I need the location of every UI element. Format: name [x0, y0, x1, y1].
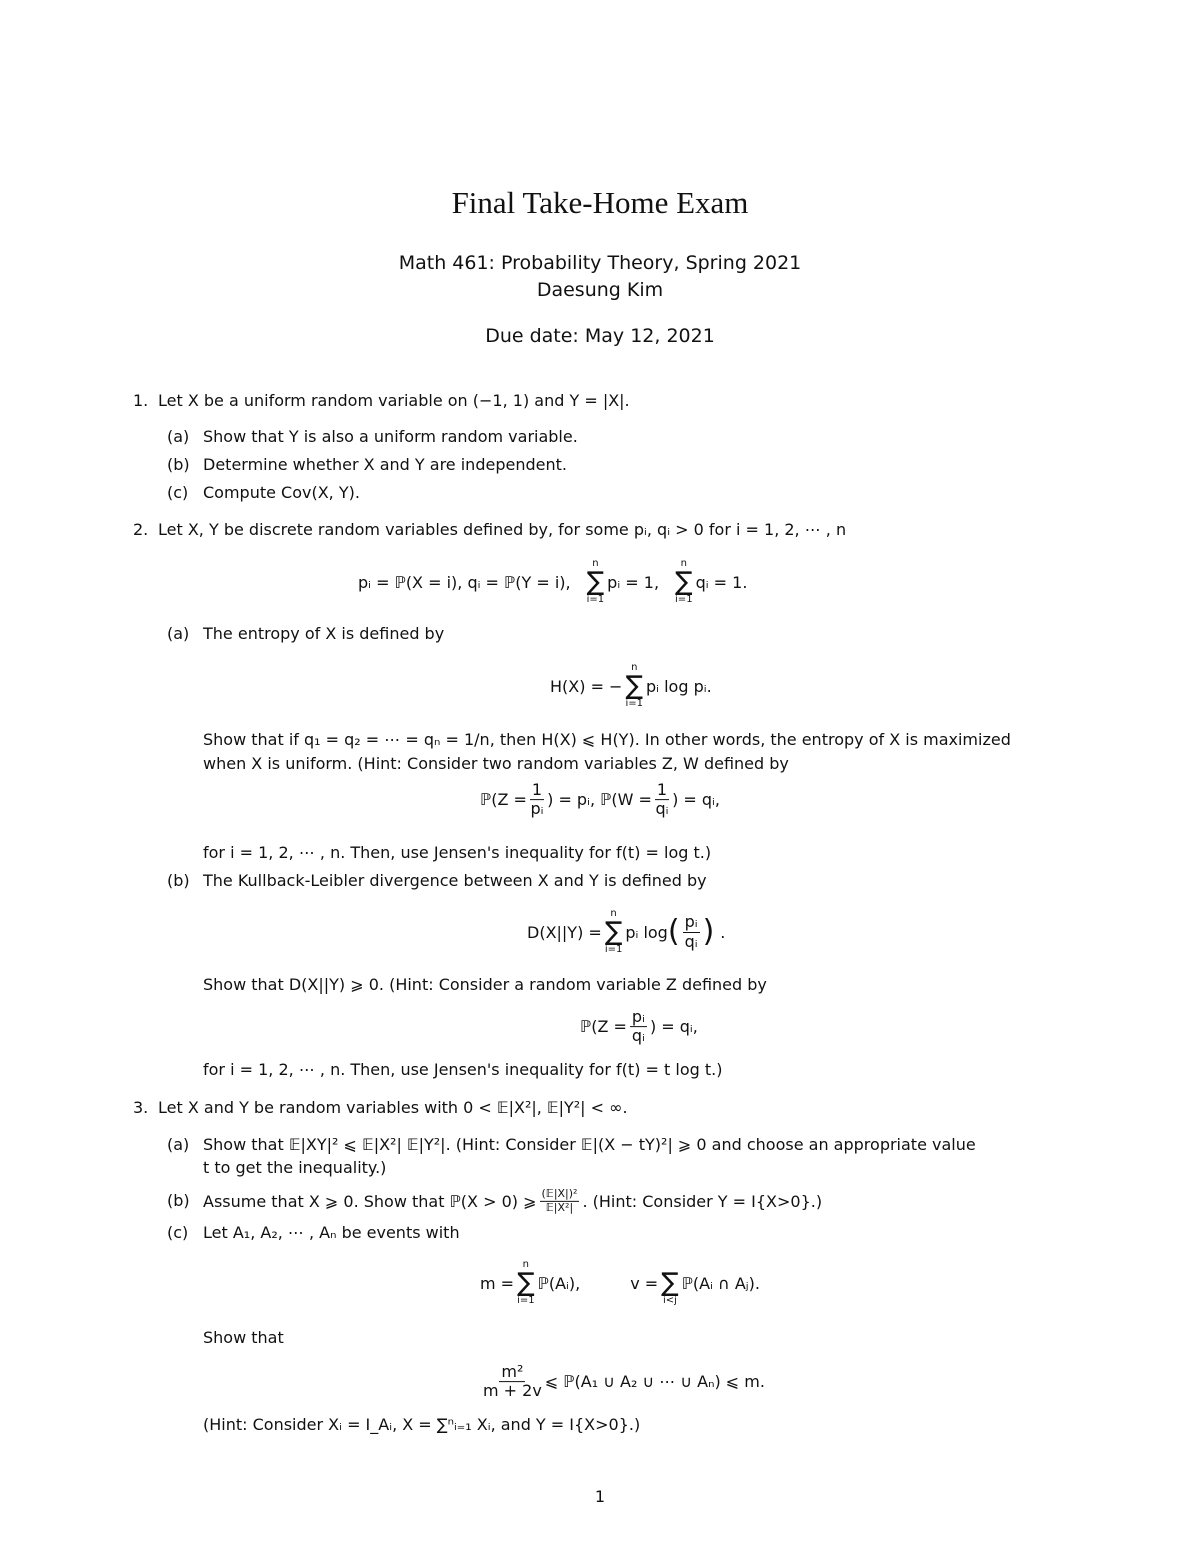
m-v-equation: m = n ∑ i=1 ℙ(Aᵢ), v = ∑ i<j ℙ(Aᵢ ∩ Aⱼ). [480, 1259, 760, 1306]
eq-text: qᵢ = 1. [695, 572, 748, 592]
sum-symbol: n ∑ i=1 [604, 908, 623, 955]
q3c-label: (c) [167, 1223, 189, 1242]
fraction: $\frac{1}{\text{qᵢ}}$ [655, 780, 669, 819]
q2b-text: The Kullback-Leibler divergence between X and Y is defined by [203, 871, 707, 890]
q2a-label: (a) [167, 624, 190, 643]
q2b-line2: for i = 1, 2, ⋯ , n. Then, use Jensen's inequality for f(t) = t log t.) [203, 1060, 723, 1079]
fraction: m² m + 2v [483, 1362, 542, 1401]
q3c-hint: (Hint: Consider Xᵢ = I_Aᵢ, X = ∑ⁿᵢ₌₁ Xᵢ, and Y = I{X>0}.) [203, 1415, 641, 1434]
q2a-line2: when X is uniform. (Hint: Consider two random variables Z, W defined by [203, 754, 789, 773]
fraction: (𝔼|X|)² 𝔼|X²| [541, 1186, 578, 1214]
q1b-label: (b) [167, 455, 190, 474]
q3-text: Let X and Y be random variables with 0 < 𝔼|X²|, 𝔼|Y²| < ∞. [158, 1098, 628, 1117]
q1b-text: Determine whether X and Y are independent. [203, 455, 567, 474]
z-equation: ℙ(Z = $\frac{\text{pᵢ}}{\text{qᵢ}}$ ) = qᵢ, [580, 1007, 698, 1046]
author: Daesung Kim [536, 279, 664, 301]
eq-text: pᵢ = 1, [607, 572, 660, 592]
kl-equation: D(X||Y) = n ∑ i=1 pᵢ log ( pᵢ qᵢ ) . [527, 908, 726, 955]
q3c-show: Show that [203, 1328, 284, 1347]
sum-symbol: n ∑ i=1 [625, 662, 643, 709]
page-number: 1 [594, 1487, 606, 1506]
q2a-text: The entropy of X is defined by [203, 624, 445, 643]
q3c-text: Let A₁, A₂, ⋯ , Aₙ be events with [203, 1223, 460, 1242]
q1c-label: (c) [167, 483, 189, 502]
sum-symbol: n ∑ i=1 [517, 1259, 535, 1306]
q2a-line1: Show that if q₁ = q₂ = ⋯ = qₙ = 1/n, then H(X) ⩽ H(Y). In other words, the entropy of X is maximized [203, 730, 1011, 749]
q1a-label: (a) [167, 427, 190, 446]
q2b-line1: Show that D(X||Y) ⩾ 0. (Hint: Consider a random variable Z defined by [203, 975, 767, 994]
q1-text: Let X be a uniform random variable on (−1, 1) and Y = |X|. [158, 391, 630, 410]
q1c-text: Compute Cov(X, Y). [203, 483, 360, 502]
due-date: Due date: May 12, 2021 [485, 325, 715, 347]
q3a-label: (a) [167, 1135, 190, 1154]
zw-equation: ℙ(Z = $\frac{1}{\text{pᵢ}}$ ) = pᵢ, ℙ(W = $\frac{1}{\text{qᵢ}}$ ) = qᵢ, [480, 780, 720, 819]
q2-definition-equation [358, 559, 747, 605]
q1a-text: Show that Y is also a uniform random variable. [203, 427, 578, 446]
q1-number: 1. [133, 391, 149, 410]
q2b-label: (b) [167, 871, 190, 890]
q3b-label: (b) [167, 1191, 190, 1210]
sum-symbol: n ∑ i=1 [675, 558, 693, 605]
q2-text: Let X, Y be discrete random variables defined by, for some pᵢ, qᵢ > 0 for i = 1, 2, ⋯ , n [158, 520, 847, 539]
q2a-line3: for i = 1, 2, ⋯ , n. Then, use Jensen's inequality for f(t) = log t.) [203, 843, 712, 862]
fraction: $\frac{\text{pᵢ}}{\text{qᵢ}}$ [631, 1007, 645, 1046]
course-line: Math 461: Probability Theory, Spring 2021 [398, 252, 802, 274]
fraction: pᵢ qᵢ [684, 912, 698, 951]
page-title: Final Take-Home Exam [451, 185, 749, 220]
sum-symbol: ∑ i<j [661, 1268, 679, 1306]
q3a-line1: Show that 𝔼|XY|² ⩽ 𝔼|X²| 𝔼|Y²|. (Hint: Consider 𝔼|(X − tY)²| ⩾ 0 and choose an appropriate value [203, 1135, 976, 1154]
q3-number: 3. [133, 1098, 149, 1117]
union-bound-equation: m² m + 2v ⩽ ℙ(A₁ ∪ A₂ ∪ ⋯ ∪ Aₙ) ⩽ m. [483, 1362, 765, 1401]
sum-symbol: n ∑ i=1 [586, 558, 605, 605]
eq-text: pᵢ = ℙ(X = i), qᵢ = ℙ(Y = i), [358, 572, 571, 592]
q2-number: 2. [133, 520, 149, 539]
fraction: $\frac{1}{\text{pᵢ}}$ [530, 780, 544, 819]
entropy-equation: H(X) = − n ∑ i=1 pᵢ log pᵢ. [550, 662, 712, 709]
q3a-line2: t to get the inequality.) [203, 1158, 387, 1177]
q3b-text: Assume that X ⩾ 0. Show that ℙ(X > 0) ⩾ (𝔼|X|)² 𝔼|X²| . (Hint: Consider Y = I{X>0}.) [203, 1186, 823, 1214]
